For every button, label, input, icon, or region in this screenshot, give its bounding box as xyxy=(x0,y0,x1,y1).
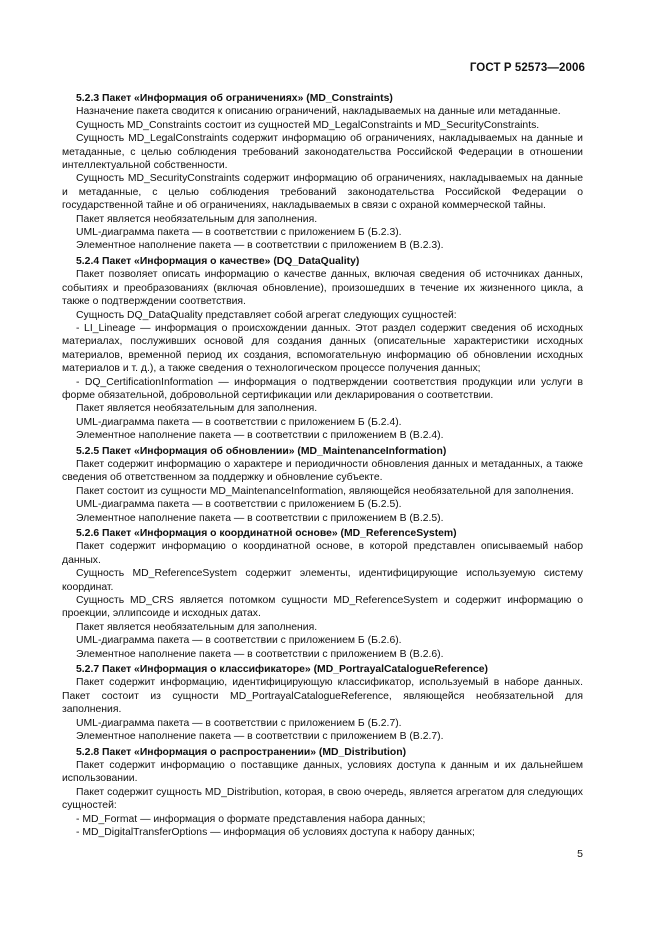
paragraph: Пакет позволяет описать информацию о качестве данных, включая сведения об источниках данных, событиях и преобразованиях (включая обновление), произошедших в течение их жизненного цикла, а также о подтверждении соответствия. xyxy=(62,269,583,308)
paragraph: Элементное наполнение пакета — в соответствии с приложением В (В.2.3). xyxy=(76,240,444,252)
standard-header: ГОСТ Р 52573—2006 xyxy=(469,62,585,74)
paragraph: Сущность MD_CRS является потомком сущности MD_ReferenceSystem и содержит информацию о проекции, эллипсоиде и исходных датах. xyxy=(62,595,583,620)
paragraph: Сущность MD_Constraints состоит из сущностей MD_LegalConstraints и MD_SecurityConstraints. xyxy=(76,119,540,131)
section-heading-5-2-6: 5.2.6 Пакет «Информация о координатной основе» (MD_ReferenceSystem) xyxy=(76,528,457,539)
section-heading-5-2-8: 5.2.8 Пакет «Информация о распространении» (MD_Distribution) xyxy=(76,746,407,758)
paragraph: Пакет является необязательным для заполнения. xyxy=(76,621,318,633)
paragraph: Пакет содержит информацию о координатной основе, в которой представлен описываемый набор данных. xyxy=(62,541,583,566)
paragraph: UML-диаграмма пакета — в соответствии с приложением Б (Б.2.3). xyxy=(76,227,402,239)
section-heading-5-2-5: 5.2.5 Пакет «Информация об обновлении» (MD_MaintenanceInformation) xyxy=(76,445,447,457)
section-heading-5-2-3: 5.2.3 Пакет «Информация об ограничениях» (MD_Constraints) xyxy=(76,93,393,104)
paragraph: Сущность MD_SecurityConstraints содержит информацию об ограничениях, накладываемых на данные и метаданные, с целью соблюдения требований законодательства Российской Федерации о государственной тайне и об ограничениях, накладываемых в связи с охраной коммерческой тайны. xyxy=(62,173,583,212)
paragraph: Пакет содержит информацию о поставщике данных, условиях доступа к данным и их дальнейшем использовании. xyxy=(62,759,583,785)
section-heading-5-2-7: 5.2.7 Пакет «Информация о классификаторе» (MD_PortrayalCatalogueReference) xyxy=(76,664,488,676)
paragraph: Пакет содержит информацию о характере и периодичности обновления данных и метаданных, а также сведения об ответственном за поддержку и обновление субъекте. xyxy=(62,458,583,484)
list-item: - MD_Format — информация о формате представления набора данных; xyxy=(76,813,426,825)
page-number: 5 xyxy=(577,848,583,860)
section-heading-5-2-4: 5.2.4 Пакет «Информация о качестве» (DQ_DataQuality) xyxy=(76,255,360,267)
paragraph: Элементное наполнение пакета — в соответствии с приложением В (В.2.6). xyxy=(76,648,444,660)
paragraph: UML-диаграмма пакета — в соответствии с приложением Б (Б.2.5). xyxy=(76,499,402,511)
paragraph: Пакет содержит информацию, идентифицирующую классификатор, используемый в наборе данных. Пакет состоит из сущности MD_PortrayalCatalogueReference, являющейся необязательной для заполнения. xyxy=(62,677,583,716)
paragraph: Пакет является необязательным для заполнения. xyxy=(76,403,318,415)
paragraph: Сущность MD_LegalConstraints содержит информацию об ограничениях, накладываемых на данные и метаданные, с целью соблюдения требований законодательства Российской Федерации в отношении интеллектуальной собственности. xyxy=(62,133,583,172)
paragraph: Элементное наполнение пакета — в соответствии с приложением В (В.2.4). xyxy=(76,430,444,442)
paragraph: Пакет содержит сущность MD_Distribution, которая, в свою очередь, является агрегатом для следующих сущностей: xyxy=(62,786,583,812)
document-body xyxy=(62,92,583,839)
paragraph: UML-диаграмма пакета — в соответствии с приложением Б (Б.2.6). xyxy=(76,635,402,647)
paragraph: Элементное наполнение пакета — в соответствии с приложением В (В.2.5). xyxy=(76,512,444,524)
paragraph: Назначение пакета сводится к описанию ограничений, накладываемых на данные или метаданные. xyxy=(76,106,561,118)
paragraph: Сущность DQ_DataQuality представляет собой агрегат следующих сущностей: xyxy=(76,309,457,321)
paragraph: Элементное наполнение пакета — в соответствии с приложением В (В.2.7). xyxy=(76,731,444,743)
paragraph: Сущность MD_ReferenceSystem содержит элементы, идентифицирующие используемую систему координат. xyxy=(62,568,583,593)
list-item: - MD_DigitalTransferOptions — информация об условиях доступа к набору данных; xyxy=(76,826,475,838)
paragraph: Пакет является необязательным для заполнения. xyxy=(76,213,318,225)
paragraph: UML-диаграмма пакета — в соответствии с приложением Б (Б.2.7). xyxy=(76,717,402,729)
paragraph: UML-диаграмма пакета — в соответствии с приложением Б (Б.2.4). xyxy=(76,416,402,428)
list-item: - LI_Lineage — информация о происхождении данных. Этот раздел содержит сведения об исходных материалах, послуживших основой для создания данных (описательные характеристики исходных материалов, временной период их создания, вспомогательную информацию об обновлении исходных материалов и т. д.), а также сведения о технологическом процессе получения данных; xyxy=(62,322,583,375)
paragraph: Пакет состоит из сущности MD_MaintenanceInformation, являющейся необязательной для заполнения. xyxy=(76,485,574,497)
list-item: - DQ_CertificationInformation — информация о подтверждении соответствия продукции или услуги в форме обязательной, добровольной сертификации или декларирования о соответствии. xyxy=(62,376,583,401)
